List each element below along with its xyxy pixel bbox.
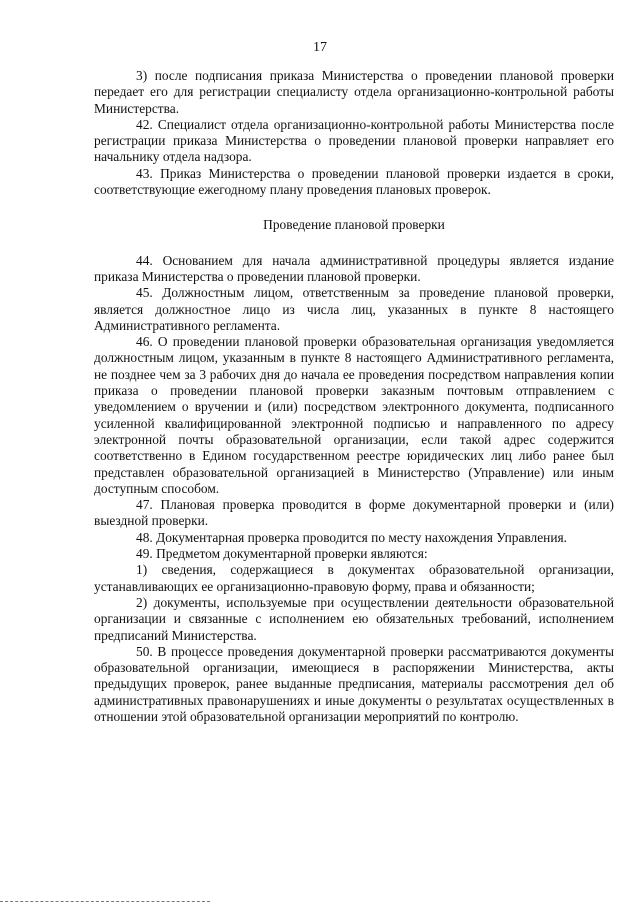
paragraph-43: 43. Приказ Министерства о проведении плановой проверки издается в сроки, соответствующие ежегодному плану проведения плановых проверок. bbox=[94, 165, 614, 198]
paragraph-44: 44. Основанием для начала административной процедуры является издание приказа Министерства о проведении плановой проверки. bbox=[94, 252, 614, 284]
page-number: 17 bbox=[313, 40, 327, 55]
paragraph-clause-3: 3) после подписания приказа Министерства о проведении плановой проверки передает его для регистрации специалисту отдела организационно-контрольной работы Министерства. bbox=[94, 68, 614, 116]
document-body bbox=[94, 68, 614, 725]
paragraph-49-item-2: 2) документы, используемые при осуществлении деятельности образовательной организации и связанные с исполнением ею обязательных требований, исполнением предписаний Министерства. bbox=[94, 594, 614, 643]
paragraph-47: 47. Плановая проверка проводится в форме документарной проверки и (или) выездной проверки. bbox=[94, 497, 614, 529]
paragraph-48: 48. Документарная проверка проводится по месту нахождения Управления. bbox=[136, 529, 568, 545]
section-heading: Проведение плановой проверки bbox=[263, 217, 445, 233]
footer-rule bbox=[0, 901, 210, 902]
paragraph-49: 49. Предметом документарной проверки являются: bbox=[136, 546, 428, 562]
paragraph-46: 46. О проведении плановой проверки образовательная организация уведомляется должностным лицом, указанным в пункте 8 настоящего Административного регламента, не позднее чем за 3 рабочих дня до начала ее проведения посредством направления копии приказа о проведении плановой проверки заказным почтовым отправлением с уведомлением о вручении и (или) посредством электронного документа, подписанного усиленной квалифицированной электронной подписью и направленного по адресу электронной почты образовательной организации, если такой адрес содержится соответственно в Едином государственном реестре юридических лиц либо ранее был представлен образовательной организацией в Министерство (Управление) или иным доступным способом. bbox=[94, 334, 614, 496]
paragraph-49-item-1: 1) сведения, содержащиеся в документах образовательной организации, устанавливающих ее организационно-правовую форму, права и обязанности; bbox=[94, 562, 614, 594]
paragraph-42: 42. Специалист отдела организационно-контрольной работы Министерства после регистрации приказа Министерства о проведении плановой проверки направляет его начальнику отдела надзора. bbox=[94, 116, 614, 165]
paragraph-45: 45. Должностным лицом, ответственным за проведение плановой проверки, является должностное лицо из числа лиц, указанных в пункте 8 настоящего Административного регламента. bbox=[94, 285, 614, 333]
paragraph-50: 50. В процессе проведения документарной проверки рассматриваются документы образовательной организации, имеющиеся в распоряжении Министерства, акты предыдущих проверок, ранее выданные предписания, материалы рассмотрения дел об административных правонарушениях и иные документы о результатах осуществленных в отношении этой образовательной организации мероприятий по контролю. bbox=[94, 643, 614, 724]
